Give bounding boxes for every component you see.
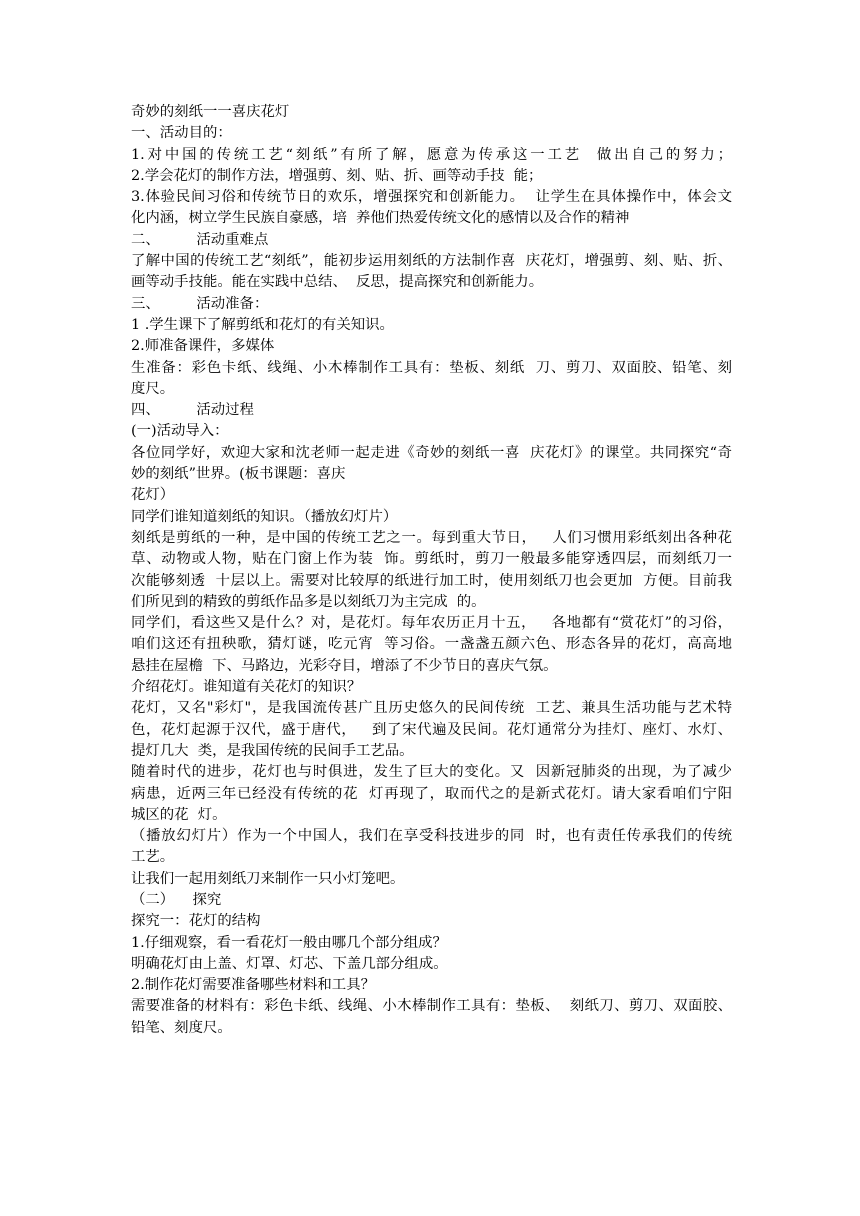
document-line: （播放幻灯片）作为一个中国人，我们在享受科技进步的同 时，也有责任传承我们的传统 [131, 828, 732, 845]
document-line: 色，花灯起源于汉代，盛于唐代， 到了宋代遍及民间。花灯通常分为挂灯、座灯、水灯、 [131, 721, 732, 738]
document-line: 城区的花 灯。 [131, 806, 227, 823]
document-line: 1.对中国的传统工艺“刻纸”有所了解，愿意为传承这一工艺 做出自己的努力； [131, 146, 732, 163]
document-line: 度尺。 [131, 380, 175, 397]
document-line: 生准备：彩色卡纸、线绳、小木棒制作工具有：垫板、刻纸 刀、剪刀、双面胶、铅笔、刻 [131, 359, 732, 376]
document-line: 提灯几大 类，是我国传统的民间手工艺品。 [131, 742, 414, 759]
document-line: 病患，近两三年已经没有传统的花 灯再现了，取而代之的是新式花灯。请大家看咱们宁阳 [131, 785, 732, 802]
document-line: 奇妙的刻纸一一喜庆花灯 [131, 104, 290, 120]
document-body [131, 102, 732, 1039]
document-line: 们所见到的精致的剪纸作品多是以刻纸刀为主完成 的。 [131, 593, 486, 610]
document-line: 咱们这还有扭秧歌，猜灯谜，吃元宵 等习俗。一盏盏五颜六色、形态各异的花灯，高高地 [131, 636, 732, 653]
document-line: 花灯，又名"彩灯"，是我国流传甚广且历史悠久的民间传统 工艺、兼具生活功能与艺术特 [131, 700, 732, 717]
document-line: 2.制作花灯需要准备哪些材料和工具？ [131, 977, 375, 994]
document-line: 化内涵，树立学生民族自豪感，培 养他们热爱传统文化的感情以及合作的精神 [131, 210, 630, 227]
document-line: （二） 探究 [131, 891, 222, 908]
document-line: 一、活动目的： [131, 125, 232, 142]
document-line: 次能够刻透 十层以上。需要对比较厚的纸进行加工时，使用刻纸刀也会更加 方便。目前我 [131, 572, 732, 589]
document-line: 随着时代的进步，花灯也与时俱进，发生了巨大的变化。又 因新冠肺炎的出现，为了减少 [131, 764, 732, 781]
document-line: 悬挂在屋檐 下、马路边，光彩夺目，增添了不少节日的喜庆气氛。 [131, 657, 558, 674]
document-line: 1.仔细观察，看一看花灯一般由哪几个部分组成？ [131, 934, 447, 951]
document-line: 刻纸是剪纸的一种，是中国的传统工艺之一。每到重大节日， 人们习惯用彩纸刻出各种花 [131, 529, 732, 546]
document-line: 介绍花灯。谁知道有关花灯的知识？ [131, 679, 362, 696]
document-line: 四、 活动过程 [131, 402, 254, 419]
document-line: 2.学会花灯的制作方法，增强剪、刻、贴、折、画等动手技 能； [131, 167, 543, 184]
document-line: 1 .学生课下了解剪纸和花灯的有关知识。 [131, 316, 394, 333]
document-line: 草、动物或人物，贴在门窗上作为装 饰。剪纸时，剪刀一般最多能穿透四层，而刻纸刀一 [131, 551, 732, 568]
document-line: 3.体验民间习俗和传统节日的欢乐，增强探究和创新能力。 让学生在具体操作中，体会文 [131, 189, 732, 206]
document-line: 工艺。 [131, 849, 175, 866]
document-line: 花灯） [131, 487, 175, 504]
document-line: (一)活动导入： [131, 423, 229, 440]
document-line: 让我们一起用刻纸刀来制作一只小灯笼吧。 [131, 870, 405, 887]
document-line: 需要准备的材料有：彩色卡纸、线绳、小木棒制作工具有：垫板、 刻纸刀、剪刀、双面胶、 [131, 998, 732, 1015]
document-line: 二、 活动重难点 [131, 231, 269, 248]
document-line: 了解中国的传统工艺“刻纸”，能初步运用刻纸的方法制作喜 庆花灯，增强剪、刻、贴、折、 [131, 253, 732, 270]
document-line: 画等动手技能。能在实践中总结、 反思，提高探究和创新能力。 [131, 274, 544, 291]
document-line: 2.师准备课件，多媒体 [131, 338, 275, 355]
document-line: 探究一：花灯的结构 [131, 913, 261, 930]
document-line: 明确花灯由上盖、灯罩、灯芯、下盖几部分组成。 [131, 955, 448, 972]
document-line: 同学们，看这些又是什么？对，是花灯。每年农历正月十五， 各地都有“赏花灯”的习俗， [131, 615, 732, 632]
document-line: 三、 活动准备： [131, 295, 269, 312]
document-line: 各位同学好，欢迎大家和沈老师一起走进《奇妙的刻纸一喜 庆花灯》的课堂。共同探究“奇 [131, 444, 732, 461]
document-line: 铅笔、刻度尺。 [131, 1019, 232, 1036]
document-line: 妙的刻纸”世界。(板书课题：喜庆 [131, 466, 346, 483]
document-line: 同学们谁知道刻纸的知识。（播放幻灯片） [131, 508, 398, 525]
